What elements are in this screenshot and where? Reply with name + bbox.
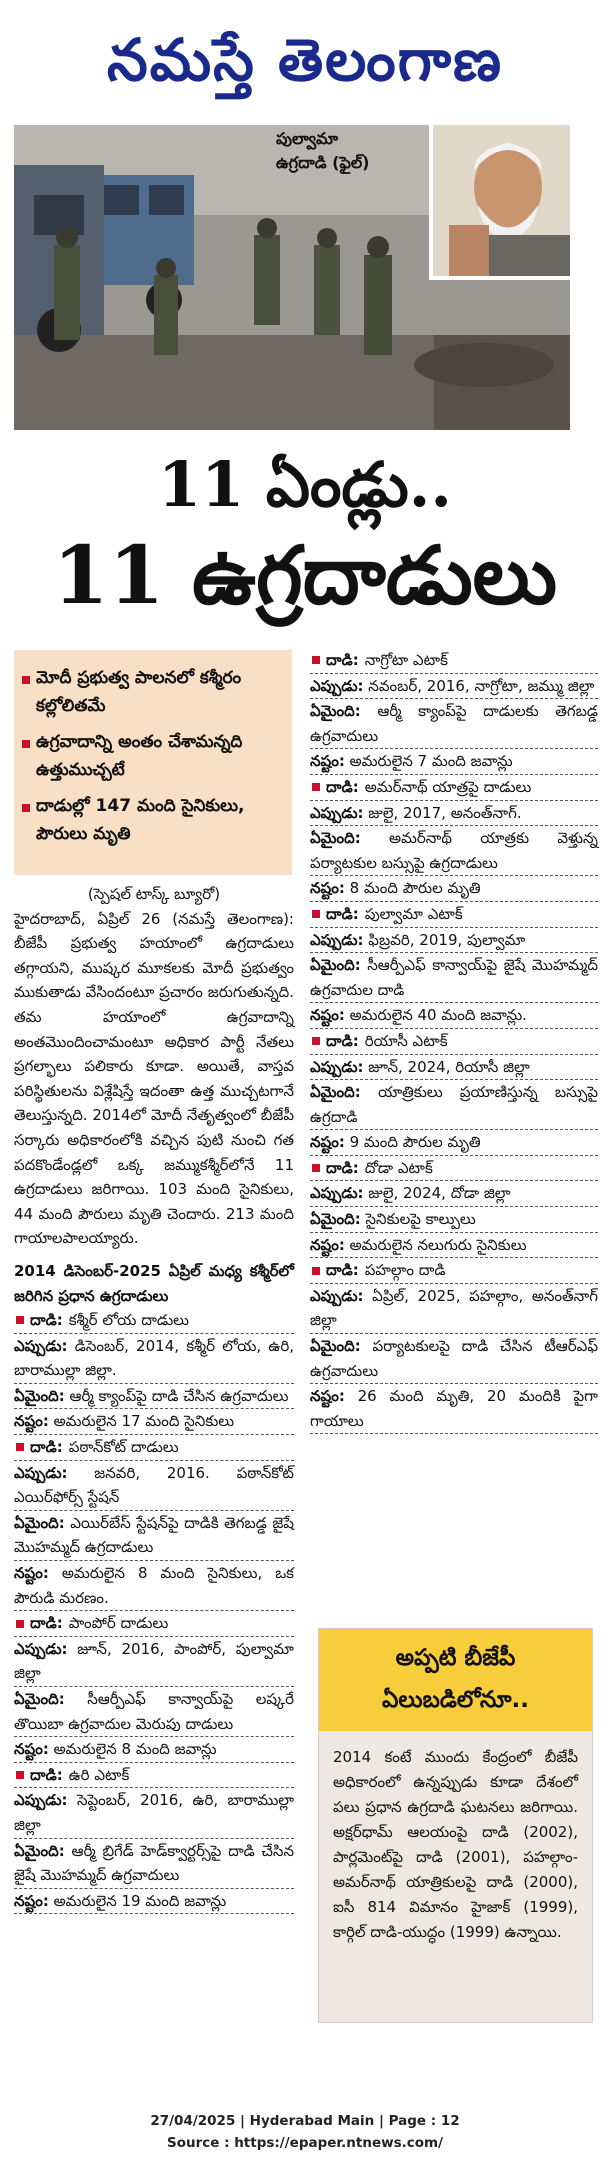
attack-what-label: ఏమైంది:: [310, 1083, 361, 1102]
headline: [0, 445, 610, 625]
attack-what: [310, 953, 598, 1003]
bullet-icon: [312, 656, 320, 664]
attack-when-value: సెప్టెంబర్, 2016, ఉరి, బారాముల్లా జిల్లా: [14, 1791, 294, 1834]
attack-name: [310, 775, 598, 801]
bullet-icon: [312, 1267, 320, 1275]
attack-loss-label: నష్టం:: [310, 879, 345, 898]
attack-loss-label: నష్టం:: [310, 1387, 345, 1406]
attack-what-label: ఏమైంది:: [310, 1210, 361, 1229]
attack-name: [14, 1435, 294, 1461]
headline-line-1: 11 ఏండ్లు..: [158, 448, 452, 521]
bullet-icon: [16, 1443, 24, 1451]
footer-source: Source : https://epaper.ntnews.com/: [166, 2135, 444, 2151]
attack-when: [14, 1461, 294, 1511]
attack-name-label: దాడి:: [30, 1438, 63, 1457]
attack-name-label: దాడి:: [326, 1031, 359, 1050]
attack-name-label: దాడి:: [326, 777, 359, 796]
attack-entry: [14, 1763, 294, 1915]
attack-when: [310, 928, 598, 954]
attack-name-value: పఠాన్‌కోట్ దాడులు: [68, 1438, 179, 1457]
attack-loss: [310, 1384, 598, 1434]
attack-name: [310, 1156, 598, 1182]
attack-when: [310, 674, 598, 700]
column-left: [14, 882, 294, 1914]
attack-what-label: ఏమైంది:: [14, 1386, 65, 1405]
photo-caption: పుల్వామా ఉగ్రదాడి (ఫైల్): [276, 129, 370, 172]
attack-what: [310, 1080, 598, 1130]
attack-loss-value: అమరులైన 7 మంది జవాన్లు: [349, 752, 513, 771]
attack-loss-value: అమరులైన 17 మంది సైనికులు: [53, 1412, 235, 1431]
attack-when-label: ఎప్పుడు:: [14, 1336, 68, 1355]
attack-entry: [14, 1308, 294, 1435]
attack-when-value: ఏప్రిల్, 2025, పహల్గాం, అనంత్‌నాగ్ జిల్లా: [310, 1286, 598, 1330]
attack-list-part-1: [14, 1308, 294, 1914]
attack-what-value: సీఆర్పీఎఫ్ కాన్వాయ్‌పై లష్కరే తొయిబా ఉగ్రవాదుల మెరుపు దాడులు: [14, 1690, 294, 1733]
bullet-icon: [22, 804, 30, 812]
attack-when: [14, 1788, 294, 1838]
highlight-item: దాడుల్లో 147 మంది సైనికులు, పౌరులు మృతి: [22, 792, 282, 848]
bullet-icon: [16, 1620, 24, 1628]
attack-loss-label: నష్టం:: [310, 1235, 345, 1254]
attack-what-value: అమర్‌నాథ్ యాత్రకు వెళ్తున్న పర్యాటకుల బస్సుపై ఉగ్రదాడులు: [310, 829, 598, 872]
bullet-icon: [312, 783, 320, 791]
attack-loss-value: అమరులైన 8 మంది జవాన్లు: [53, 1740, 217, 1759]
attack-what-value: సైనికులపై కాల్పులు: [365, 1210, 476, 1229]
attack-name-label: దాడి:: [326, 651, 359, 669]
attack-loss-value: 26 మంది మృతి, 20 మందికి పైగా గాయాలు: [310, 1387, 598, 1430]
attack-entry: [310, 902, 598, 1029]
inset-portrait: [429, 125, 570, 280]
attack-what-label: ఏమైంది:: [14, 1690, 65, 1708]
attack-when: [310, 1284, 598, 1334]
article-intro: హైదరాబాద్, ఏప్రిల్ 26 (నమస్తే తెలంగాణ): బీజేపీ ప్రభుత్వ హయాంలో ఉగ్రదాడులు తగ్గాయని, ముష్కర మూకలకు మోదీ ప్రభుత్వం ముకుతాడు వేసిందంటూ ప్రచారం జరుగుతున్నది. తమ హయాంలో ఉగ్రవాదాన్ని అంతమొందించామంటూ అధికార పార్టీ నేతలు ప్రగల్భాలు పలికారు కూడా. అయితే, వాస్తవ పరిస్థితులను విశ్లేషిస్తే ఇదంతా ఉత్త ముచ్చటగానే తెలుస్తున్నది. 2014లో మోదీ నేతృత్వంలో బీజేపీ సర్కారు అధికారంలోకి వచ్చిన పుటి నుంచి గత పదకొండేండ్లలో ఒక్క జమ్ముకశ్మీర్‌లోనే 11 ఉగ్రదాడులు జరిగాయి. 103 మంది సైనికులు, 44 మంది పౌరులు మృతి చెందారు. 213 మంది గాయాలపాలయ్యారు.: [14, 909, 294, 1248]
attack-what: [310, 826, 598, 876]
bullet-icon: [312, 1037, 320, 1045]
attack-when-label: ఎప్పుడు:: [310, 1184, 364, 1203]
attack-loss: [310, 1130, 598, 1156]
attack-entry: [310, 775, 598, 902]
attack-when-value: జూన్, 2024, రియాసీ జిల్లా: [368, 1057, 530, 1076]
attack-name-value: పాంపోర్ దాడులు: [68, 1614, 169, 1633]
attack-loss-value: అమరులైన నలుగురు సైనికులు: [349, 1235, 527, 1254]
attack-name-value: దోడా ఎటాక్: [364, 1158, 433, 1177]
page-footer: [0, 2110, 610, 2154]
attack-loss-value: 8 మంది పౌరుల మృతి: [349, 879, 481, 898]
attack-when-label: ఎప్పుడు:: [310, 1286, 364, 1305]
attack-loss: [14, 1409, 294, 1435]
attack-when: [14, 1334, 294, 1384]
attack-when-label: ఎప్పుడు:: [14, 1639, 68, 1658]
highlight-item: ఉగ్రవాదాన్ని అంతం చేశామన్నది ఉత్తుముచ్చటే: [22, 728, 282, 784]
attack-what: [14, 1839, 294, 1889]
attack-when: [310, 1181, 598, 1207]
attack-what-value: ఎయిర్‌బేస్ స్టేషన్‌పై దాడికి తెగబడ్డ జైషే మొహమ్మద్ ఉగ్రదాడులు: [14, 1513, 294, 1557]
attack-when: [310, 801, 598, 827]
headline-line-2: 11 ఉగ్రదాడులు: [52, 528, 558, 622]
portrait-image: [433, 125, 570, 280]
attack-list-part-2: [310, 648, 598, 1434]
list-subheading: 2014 డిసెంబర్-2025 ఏప్రిల్ మధ్య కశ్మీర్‌లో జరిగిన ప్రధాన ఉగ్రదాడులు: [14, 1261, 294, 1305]
attack-what-label: ఏమైంది:: [310, 829, 361, 848]
attack-when-label: ఎప్పుడు:: [310, 930, 364, 949]
bullet-icon: [22, 740, 30, 748]
attack-entry: [14, 1435, 294, 1611]
attack-what-label: ఏమైంది:: [14, 1841, 65, 1860]
attack-loss-value: అమరులైన 19 మంది జవాన్లు: [53, 1891, 227, 1910]
attack-name-value: పహల్గాం దాడి: [364, 1261, 446, 1280]
attack-entry: [14, 1611, 294, 1763]
attack-when: [14, 1637, 294, 1687]
attack-when-label: ఎప్పుడు:: [14, 1791, 68, 1810]
bullet-icon: [16, 1771, 24, 1779]
bullet-icon: [312, 1164, 320, 1172]
sidebar-box: [318, 1628, 593, 2023]
attack-what: [14, 1384, 294, 1410]
attack-name-value: అమర్‌నాథ్ యాత్రపై దాడులు: [364, 777, 532, 796]
attack-when-value: నవంబర్, 2016, నాగ్రోటా, జమ్ము జిల్లా: [368, 676, 595, 695]
sidebar-box-heading: అప్పటి బీజేపీ ఏలుబడిలోనూ..: [319, 1629, 592, 1731]
attack-when-value: జులై, 2024, దోడా జిల్లా: [368, 1184, 511, 1203]
attack-what-label: ఏమైంది:: [310, 702, 361, 721]
attack-what: [14, 1511, 294, 1561]
attack-loss: [310, 749, 598, 775]
attack-what: [310, 699, 598, 749]
attack-name-label: దాడి:: [30, 1765, 63, 1784]
attack-when-label: ఎప్పుడు:: [310, 676, 364, 695]
attack-loss: [14, 1889, 294, 1915]
attack-loss-label: నష్టం:: [14, 1891, 49, 1910]
attack-when-label: ఎప్పుడు:: [310, 803, 364, 822]
attack-entry: [310, 648, 598, 775]
attack-when-value: జూన్, 2016, పాంపోర్, పుల్వామా జిల్లా: [14, 1639, 294, 1683]
masthead: [0, 0, 610, 120]
attack-name: [310, 902, 598, 928]
attack-entry: [310, 1258, 598, 1434]
attack-what-value: ఆర్మీ క్యాంప్‌పై దాడి చేసిన ఉగ్రవాదులు: [69, 1386, 289, 1405]
attack-name: [14, 1308, 294, 1334]
bullet-icon: [312, 910, 320, 918]
attack-when: [310, 1055, 598, 1081]
attack-entry: [310, 1029, 598, 1156]
attack-loss: [310, 1003, 598, 1029]
byline: (స్పెషల్ టాస్క్ బ్యూరో): [87, 885, 221, 903]
attack-what-label: ఏమైంది:: [310, 1337, 361, 1356]
bullet-icon: [22, 676, 30, 684]
attack-name: [310, 1258, 598, 1284]
attack-loss: [310, 1233, 598, 1259]
attack-loss-label: నష్టం:: [310, 1006, 345, 1025]
attack-when-value: డిసెంబర్, 2014, కశ్మీర్ లోయ, ఉరి, బారాముల్లా జిల్లా.: [14, 1336, 294, 1380]
attack-loss: [14, 1737, 294, 1763]
attack-what-label: ఏమైంది:: [310, 956, 361, 975]
attack-loss-label: నష్టం:: [310, 752, 345, 771]
attack-name-value: కశ్మీర్ లోయ దాడులు: [68, 1311, 189, 1330]
attack-what: [310, 1207, 598, 1233]
attack-when-value: ఫిబ్రవరి, 2019, పుల్వామా: [368, 930, 526, 949]
attack-name-label: దాడి:: [326, 1261, 359, 1280]
attack-name-label: దాడి:: [326, 1158, 359, 1177]
newspaper-name: నమస్తే తెలంగాణ: [107, 26, 503, 94]
attack-entry: [310, 1156, 598, 1258]
attack-loss-label: నష్టం:: [14, 1564, 49, 1583]
attack-name-value: పుల్వామా ఎటాక్: [364, 904, 463, 923]
attack-name-label: దాడి:: [30, 1311, 63, 1330]
attack-what-value: సీఆర్పీఎఫ్ కాన్వాయ్‌పై జైషే మొహమ్మద్ ఉగ్రవాదుల దాడి: [310, 956, 598, 999]
attack-what-label: ఏమైంది:: [14, 1513, 65, 1532]
attack-name-value: రియాసీ ఎటాక్: [364, 1031, 448, 1050]
attack-name-value: ఉరి ఎటాక్: [68, 1765, 130, 1784]
attack-what: [310, 1334, 598, 1384]
attack-what-value: ఆర్మీ క్యాంప్‌పై దాడులకు తెగబడ్డ ఉగ్రవాదులు: [310, 702, 598, 745]
attack-name-value: నాగ్రోటా ఎటాక్: [364, 651, 448, 669]
attack-name: [310, 648, 598, 674]
attack-what-value: ఆర్మీ బ్రిగేడ్ హెడ్‌క్వార్టర్స్‌పై దాడి చేసిన జైషే మొహమ్మద్ ఉగ్రవాదులు: [14, 1841, 294, 1885]
attack-when-value: జనవరి, 2016. పఠాన్‌కోట్ ఎయిర్‌ఫోర్స్ స్టేషన్: [14, 1463, 294, 1507]
highlights-box: [14, 650, 292, 875]
sidebar-box-text: 2014 కంటే ముందు కేంద్రంలో బీజేపీ అధికారంలో ఉన్నప్పుడు కూడా దేశంలో పలు ప్రధాన ఉగ్రదాడి ఘటనలు జరిగాయి. అక్షర్‌ధామ్ ఆలయంపై దాడి (2002), పార్లమెంట్‌పై దాడి (2001), పహల్గాం-అమర్‌నాథ్ యాత్రికులపై దాడి (2000), ఐసీ 814 విమానం హైజాక్ (1999), కార్గిల్ దాడి-యుద్ధం (1999) ఉన్నాయి.: [333, 1748, 578, 1941]
attack-what: [14, 1687, 294, 1737]
attack-when-label: ఎప్పుడు:: [14, 1463, 68, 1482]
attack-what-value: పర్యాటకులపై దాడి చేసిన టీఆర్ఎఫ్ ఉగ్రవాదులు: [310, 1337, 598, 1380]
attack-name: [14, 1611, 294, 1637]
attack-loss-value: 9 మంది పౌరుల మృతి: [349, 1133, 481, 1152]
attack-when-value: జులై, 2017, అనంత్‌నాగ్.: [368, 803, 522, 822]
attack-loss-label: నష్టం:: [14, 1412, 49, 1431]
attack-name-label: దాడి:: [326, 904, 359, 923]
attack-name: [310, 1029, 598, 1055]
attack-loss-label: నష్టం:: [310, 1133, 345, 1152]
attack-loss: [14, 1561, 294, 1611]
attack-what-value: యాత్రికులు ప్రయాణిస్తున్న బస్సుపై ఉగ్రదాడి: [310, 1083, 598, 1126]
attack-name-label: దాడి:: [30, 1614, 63, 1633]
column-right: [310, 648, 598, 1434]
attack-name: [14, 1763, 294, 1789]
footer-date-edition: 27/04/2025 | Hyderabad Main | Page : 12: [150, 2113, 460, 2129]
attack-loss-label: నష్టం:: [14, 1740, 49, 1759]
news-photo: [14, 125, 570, 430]
attack-loss-value: అమరులైన 40 మంది జవాన్లు.: [349, 1006, 527, 1025]
attack-loss-value: అమరులైన 8 మంది సైనికులు, ఒక పౌరుడి మరణం.: [14, 1564, 294, 1607]
bullet-icon: [16, 1316, 24, 1324]
highlight-item: మోదీ ప్రభుత్వ పాలనలో కశ్మీరం కల్లోలితమే: [22, 664, 282, 720]
attack-when-label: ఎప్పుడు:: [310, 1057, 364, 1076]
attack-loss: [310, 876, 598, 902]
